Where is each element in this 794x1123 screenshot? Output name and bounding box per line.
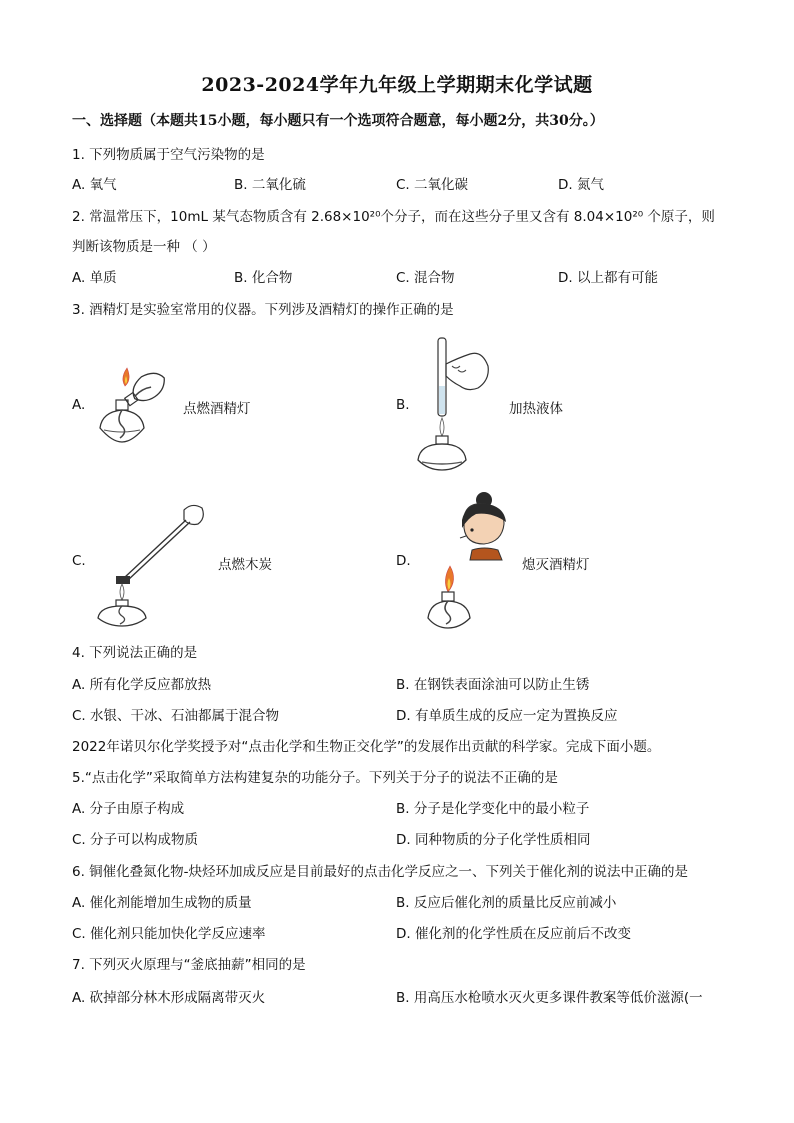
q5-option-c: C. 分子可以构成物质 [72, 832, 199, 848]
q3-option-d-caption: 熄灭酒精灯 [522, 557, 590, 573]
shared-intro: 2022年诺贝尔化学奖授予对“点击化学和生物正交化学”的发展作出贡献的科学家。完成下面小题。 [72, 739, 661, 755]
heating-test-tube-illustration [412, 336, 502, 472]
q3-option-b-letter: B. [396, 397, 410, 413]
q3-option-d-letter: D. [396, 553, 411, 569]
q5-option-b: B. 分子是化学变化中的最小粒子 [396, 801, 590, 817]
q3-option-c-letter: C. [72, 553, 86, 569]
q1-option-d: D. 氮气 [558, 177, 604, 193]
q2-option-b: B. 化合物 [234, 270, 293, 286]
blowing-out-lamp-illustration [426, 488, 522, 630]
q6-option-d: D. 催化剂的化学性质在反应前后不改变 [396, 926, 631, 942]
q6-option-b: B. 反应后催化剂的质量比反应前减小 [396, 895, 617, 911]
q5-option-a: A. 分子由原子构成 [72, 801, 185, 817]
q3-option-a-letter: A. [72, 397, 86, 413]
question-2-stem-line2: 判断该物质是一种 （ ） [72, 239, 216, 255]
q4-option-d: D. 有单质生成的反应一定为置换反应 [396, 708, 618, 724]
q3-option-b-caption: 加热液体 [509, 401, 563, 417]
question-5-stem: 5.“点击化学”采取简单方法构建复杂的功能分子。下列关于分子的说法不正确的是 [72, 770, 558, 786]
question-4-stem: 4. 下列说法正确的是 [72, 645, 198, 661]
q2-option-c: C. 混合物 [396, 270, 455, 286]
q4-option-c: C. 水银、干冰、石油都属于混合物 [72, 708, 280, 724]
lamp-to-lamp-illustration [92, 360, 182, 450]
q5-option-d: D. 同种物质的分子化学性质相同 [396, 832, 591, 848]
question-1-stem: 1. 下列物质属于空气污染物的是 [72, 147, 265, 163]
q1-option-a: A. 氧气 [72, 177, 117, 193]
q2-option-d: D. 以上都有可能 [558, 270, 658, 286]
q7-option-b: B. 用高压水枪喷水灭火更多课件教案等低价滋源(一 [396, 990, 703, 1006]
question-3-stem: 3. 酒精灯是实验室常用的仪器。下列涉及酒精灯的操作正确的是 [72, 302, 454, 318]
q1-option-c: C. 二氧化碳 [396, 177, 469, 193]
q6-option-c: C. 催化剂只能加快化学反应速率 [72, 926, 266, 942]
q1-option-b: B. 二氧化硫 [234, 177, 306, 193]
page-title: 2023-2024学年九年级上学期期末化学试题 [201, 74, 593, 96]
q2-option-a: A. 单质 [72, 270, 117, 286]
question-6-stem: 6. 铜催化叠氮化物-炔烃环加成反应是目前最好的点击化学反应之一、下列关于催化剂的说法中正确的是 [72, 864, 689, 880]
question-7-stem: 7. 下列灭火原理与“釜底抽薪”相同的是 [72, 957, 306, 973]
q4-option-a: A. 所有化学反应都放热 [72, 677, 212, 693]
q4-option-b: B. 在钢铁表面涂油可以防止生锈 [396, 677, 590, 693]
q3-option-c-caption: 点燃木炭 [218, 557, 272, 573]
q7-option-a: A. 砍掉部分林木形成隔离带灭火 [72, 990, 266, 1006]
q6-option-a: A. 催化剂能增加生成物的质量 [72, 895, 252, 911]
section-heading: 一、选择题（本题共15小题，每小题只有一个选项符合题意，每小题2分，共30分。） [72, 113, 604, 129]
question-2-stem-line1: 2. 常温常压下，10mL 某气态物质含有 2.68×10²⁰个分子，而在这些分子里又含有 8.04×10²⁰ 个原子，则 [72, 209, 715, 225]
crucible-tongs-illustration [94, 496, 214, 626]
q3-option-a-caption: 点燃酒精灯 [183, 401, 251, 417]
